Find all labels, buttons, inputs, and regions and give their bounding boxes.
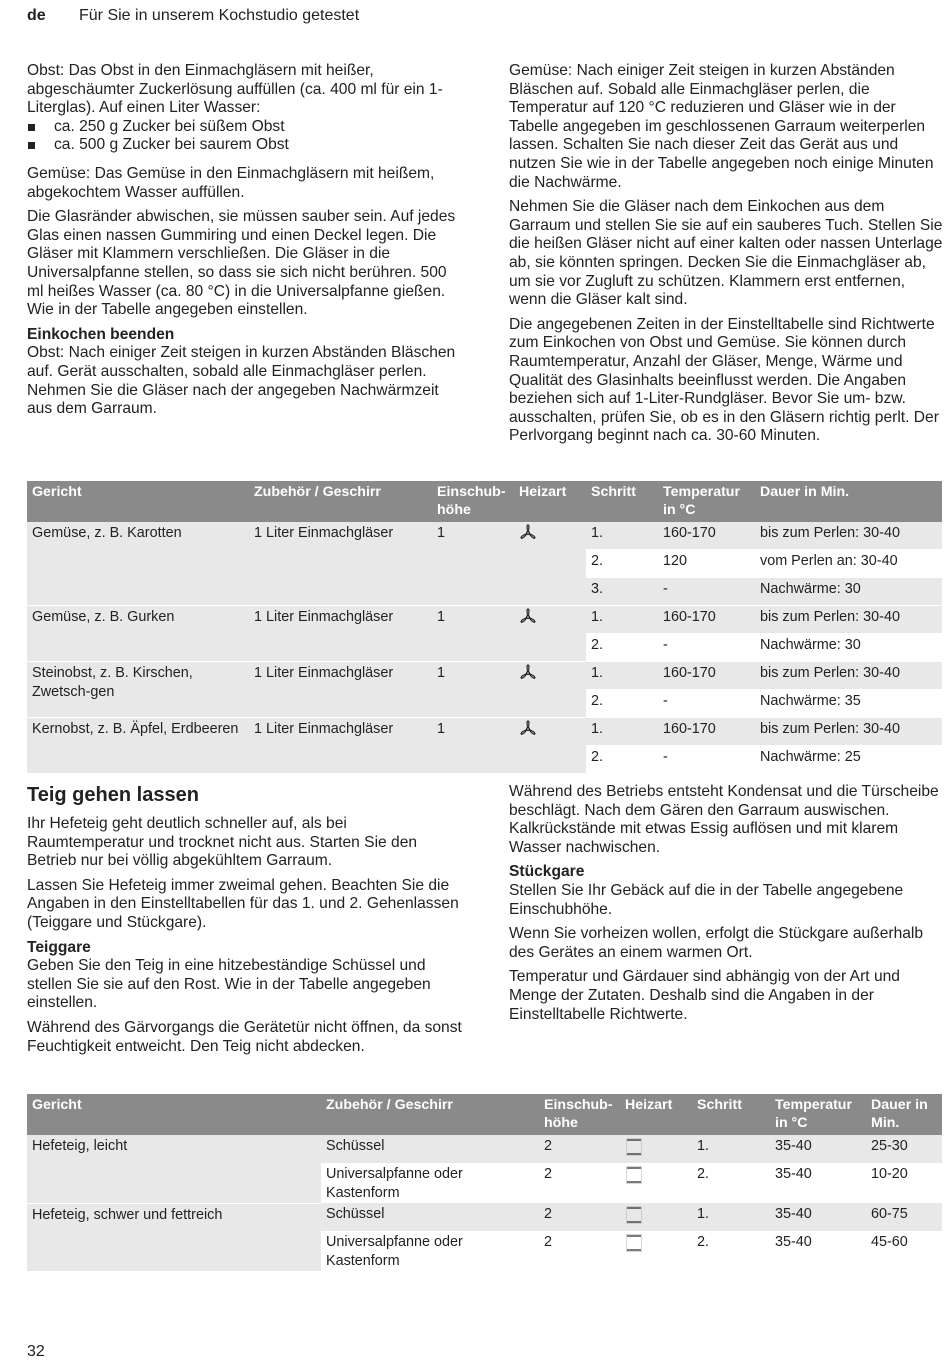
page-number: 32 bbox=[27, 1343, 45, 1360]
duration-cell: 25-30 bbox=[866, 1135, 942, 1163]
right-column-2 bbox=[509, 783, 943, 1030]
accessory-cell: Universalpfanne oder Kastenform bbox=[326, 1234, 463, 1269]
shelf-cell: 2 bbox=[544, 1234, 553, 1250]
sugar-list bbox=[27, 118, 463, 155]
heating-cell bbox=[620, 1231, 692, 1271]
duration-cell: bis zum Perlen: 30-40 bbox=[755, 662, 942, 690]
step-cell: 2. bbox=[697, 1166, 710, 1182]
step-cell: 2. bbox=[586, 550, 658, 578]
top-bottom-heat-icon bbox=[625, 1233, 643, 1259]
accessory-cell: 1 Liter Einmachgläser bbox=[249, 718, 432, 774]
column-header: Zubehör / Geschirr bbox=[321, 1094, 539, 1135]
step-cell: 2. bbox=[586, 634, 658, 662]
table-row bbox=[27, 662, 942, 690]
heating-cell bbox=[620, 1135, 692, 1163]
glas-paragraph: Die Glasränder abwischen, sie müssen sauber sein. Auf jedes Glas einen nassen Gummiring und einen Deckel legen. Die Gläser mit Klammern verschließen. Die Gläser in die Universalpfanne stellen, so dass sie sich nicht berühren. 500 ml heißes Wasser (ca. 80 °C) in die Universalpfanne gießen. Wie in der Tabelle angegeben einstellen. bbox=[27, 208, 456, 319]
duration-cell: bis zum Perlen: 30-40 bbox=[755, 606, 942, 634]
duration-cell: Nachwärme: 30 bbox=[755, 578, 942, 606]
accessory-cell: 1 Liter Einmachgläser bbox=[249, 606, 432, 662]
top-bottom-heat-icon bbox=[625, 1137, 643, 1163]
duration-cell: Nachwärme: 25 bbox=[755, 746, 942, 774]
heating-cell bbox=[514, 718, 586, 774]
table-row bbox=[27, 1135, 942, 1163]
shelf-cell: 2 bbox=[544, 1166, 553, 1182]
column-header: Schritt bbox=[586, 481, 658, 522]
step-cell: 1. bbox=[586, 522, 658, 550]
temperature-cell: - bbox=[658, 690, 755, 718]
table-row bbox=[27, 718, 942, 746]
header-title: Für Sie in unserem Kochstudio getestet bbox=[79, 7, 360, 24]
accessory-cell: 1 Liter Einmachgläser bbox=[249, 522, 432, 606]
zeiten-paragraph: Die angegebenen Zeiten in der Einstelltabelle sind Richtwerte zum Einkochen von Obst und Gemüse. Sie können durch Raumtemperatur, Anzahl der Gläser, Menge, Wärme und Qualität des Glasinhalts beeinflusst werden. Die Angaben beziehen sich auf 1-Liter-Rundgläser. Bevor Sie um- bzw. ausschalten, prüfen Sie, ob es in den Gläsern richtig perlt. Der Perlvorgang beginnt nach ca. 30-60 Minuten. bbox=[509, 315, 939, 445]
left-column-1 bbox=[27, 62, 463, 425]
shelf-cell: 1 bbox=[432, 662, 514, 718]
duration-cell: Nachwärme: 35 bbox=[755, 690, 942, 718]
obst-end-paragraph: Obst: Nach einiger Zeit steigen in kurzen Abständen Bläschen auf. Gerät ausschalten, sobald alle Einmachgläser perlen. Nehmen Sie die Gläser nach der angegeben Nachwärmzeit aus dem Garraum. bbox=[27, 344, 456, 418]
gemuese-paragraph: Gemüse: Das Gemüse in den Einmachgläsern mit heißem, abgekochtem Wasser auffüllen. bbox=[27, 164, 435, 201]
shelf-cell: 1 bbox=[432, 522, 514, 606]
top-bottom-heat-icon bbox=[625, 1165, 643, 1191]
step-cell: 3. bbox=[586, 578, 658, 606]
language-code: de bbox=[27, 7, 46, 24]
temperature-cell: - bbox=[658, 634, 755, 662]
temperature-cell: 35-40 bbox=[770, 1203, 866, 1231]
temperature-cell: - bbox=[658, 578, 755, 606]
right-column-1 bbox=[509, 62, 943, 452]
duration-cell: Nachwärme: 30 bbox=[755, 634, 942, 662]
step-cell: 1. bbox=[586, 662, 658, 690]
temperature-cell: 120 bbox=[658, 550, 755, 578]
fan-icon bbox=[519, 608, 537, 630]
hefeteig-paragraph: Ihr Hefeteig geht deutlich schneller auf, als bei Raumtemperatur und trocknet nicht aus. Starten Sie den Betrieb nur bei völlig abgekühltem Garraum. bbox=[27, 815, 418, 870]
fan-icon bbox=[519, 524, 537, 546]
table-header-row bbox=[27, 1094, 942, 1135]
shelf-cell: 1 bbox=[432, 606, 514, 662]
top-bottom-heat-icon bbox=[625, 1205, 643, 1231]
heating-cell bbox=[620, 1163, 692, 1203]
table-row bbox=[27, 522, 942, 550]
dish-cell: Kernobst, z. B. Äpfel, Erdbeeren bbox=[27, 718, 249, 774]
column-header: Heizart bbox=[514, 481, 586, 522]
shelf-cell: 2 bbox=[539, 1203, 620, 1231]
fan-icon bbox=[519, 664, 537, 686]
step-cell: 1. bbox=[692, 1135, 770, 1163]
temperature-cell: 160-170 bbox=[658, 606, 755, 634]
obst-intro: Obst: Das Obst in den Einmachgläsern mit heißer, abgeschäumter Zuckerlösung auffüllen (ca. 400 ml für ein 1-Literglas). Auf einen Liter Wasser: bbox=[27, 62, 443, 117]
schuessel-paragraph: Geben Sie den Teig in eine hitzebeständige Schüssel und stellen Sie sie auf den Rost. Wie in der Tabelle angegeben einstellen. bbox=[27, 957, 431, 1012]
step-cell: 1. bbox=[586, 606, 658, 634]
column-header: Heizart bbox=[620, 1094, 692, 1135]
step-cell: 2. bbox=[697, 1234, 710, 1250]
gemuese-end-paragraph: Gemüse: Nach einiger Zeit steigen in kurzen Abständen Bläschen auf. Sobald alle Einmachgläser perlen, die Temperatur auf 120 °C reduzieren und Gläser wie in der Tabelle angegeben im geschlossenen Garraum weiterperlen lassen. Schalten Sie nach dieser Zeit das Gerät aus und nutzen Sie wie in der Tabelle angegeben noch einige Minuten die Nachwärme. bbox=[509, 62, 934, 191]
fan-icon bbox=[519, 720, 537, 742]
temperature-cell: 160-170 bbox=[658, 718, 755, 746]
glaeser-paragraph: Nehmen Sie die Gläser nach dem Einkochen aus dem Garraum und stellen Sie sie auf ein sauberes Tuch. Stellen Sie die heißen Gläser nicht auf einer kalten oder nassen Unterlage ab, sie könnten springen. Decken Sie die Einmachgläser ab, um sie vor Zugluft zu schützen. Klammern erst entfernen, wenn die Gläser kalt sind. bbox=[509, 198, 943, 309]
column-header: Gericht bbox=[27, 1094, 321, 1135]
duration-cell: 45-60 bbox=[871, 1234, 908, 1250]
zweimal-paragraph: Lassen Sie Hefeteig immer zweimal gehen. Beachten Sie die Angaben in den Einstelltabellen für das 1. und 2. Gehenlassen (Teiggare und Stückgare). bbox=[27, 876, 459, 931]
heating-cell bbox=[620, 1203, 692, 1231]
temperature-cell: 35-40 bbox=[770, 1135, 866, 1163]
column-header: Gericht bbox=[27, 481, 249, 522]
list-item: ca. 250 g Zucker bei süßem Obst bbox=[27, 118, 463, 137]
step-cell: 2. bbox=[586, 746, 658, 774]
list-item: ca. 500 g Zucker bei saurem Obst bbox=[27, 136, 463, 155]
table-row bbox=[27, 606, 942, 634]
page-header bbox=[27, 7, 359, 25]
column-header: Einschub-höhe bbox=[432, 481, 514, 522]
accessory-cell: Universalpfanne oder Kastenform bbox=[326, 1166, 463, 1201]
column-header: Schritt bbox=[692, 1094, 770, 1135]
temperature-cell: 35-40 bbox=[775, 1234, 812, 1250]
shelf-cell: 2 bbox=[539, 1135, 620, 1163]
column-header: Temperatur in °C bbox=[770, 1094, 866, 1135]
column-header: Temperatur in °C bbox=[658, 481, 755, 522]
table-row bbox=[27, 1203, 942, 1231]
vorheizen-paragraph: Wenn Sie vorheizen wollen, erfolgt die Stückgare außerhalb des Gerätes an einem warmen Ort. bbox=[509, 925, 924, 961]
temperature-cell: 35-40 bbox=[775, 1166, 812, 1182]
table-header-row bbox=[27, 481, 942, 522]
duration-cell: bis zum Perlen: 30-40 bbox=[755, 522, 942, 550]
gaervorgang-paragraph: Während des Gärvorgangs die Gerätetür nicht öffnen, da sonst Feuchtigkeit entweicht. Den Teig nicht abdecken. bbox=[27, 1018, 462, 1055]
dish-cell: Gemüse, z. B. Karotten bbox=[27, 522, 249, 606]
accessory-cell: Schüssel bbox=[321, 1135, 539, 1163]
gebaeck-paragraph: Stellen Sie Ihr Gebäck auf die in der Tabelle angegebene Einschubhöhe. bbox=[509, 881, 904, 918]
dish-cell: Hefeteig, schwer und fettreich bbox=[27, 1203, 321, 1271]
left-column-2 bbox=[27, 783, 463, 1062]
einkochen-table bbox=[27, 481, 942, 773]
accessory-cell: Schüssel bbox=[321, 1203, 539, 1231]
stueckgare-heading: Stückgare bbox=[509, 863, 585, 881]
column-header: Zubehör / Geschirr bbox=[249, 481, 432, 522]
heating-cell bbox=[514, 662, 586, 718]
teiggare-heading: Teiggare bbox=[27, 938, 91, 956]
heating-cell bbox=[514, 522, 586, 606]
dish-cell: Hefeteig, leicht bbox=[27, 1135, 321, 1203]
step-cell: 1. bbox=[692, 1203, 770, 1231]
column-header: Einschub-höhe bbox=[539, 1094, 620, 1135]
dish-cell: Gemüse, z. B. Gurken bbox=[27, 606, 249, 662]
temperature-cell: - bbox=[658, 746, 755, 774]
temperature-cell: 160-170 bbox=[658, 662, 755, 690]
temperatur-paragraph: Temperatur und Gärdauer sind abhängig von der Art und Menge der Zutaten. Deshalb sind die Angaben in der Einstelltabelle Richtwerte. bbox=[509, 968, 900, 1023]
accessory-cell: 1 Liter Einmachgläser bbox=[249, 662, 432, 718]
duration-cell: 10-20 bbox=[871, 1166, 908, 1182]
kondensat-paragraph: Während des Betriebs entsteht Kondensat und die Türscheibe beschlägt. Nach dem Gären den Garraum auswischen. Kalkrückstände mit etwas Essig auflösen und mit klarem Wasser nachwischen. bbox=[509, 783, 939, 856]
duration-cell: bis zum Perlen: 30-40 bbox=[755, 718, 942, 746]
section-title: Teig gehen lassen bbox=[27, 784, 199, 806]
step-cell: 2. bbox=[586, 690, 658, 718]
column-header: Dauer in Min. bbox=[866, 1094, 942, 1135]
temperature-cell: 160-170 bbox=[658, 522, 755, 550]
heating-cell bbox=[514, 606, 586, 662]
section-heading: Einkochen beenden bbox=[27, 325, 175, 343]
shelf-cell: 1 bbox=[432, 718, 514, 774]
column-header: Dauer in Min. bbox=[755, 481, 942, 522]
teig-table bbox=[27, 1094, 942, 1271]
dish-cell: Steinobst, z. B. Kirschen, Zwetsch-gen bbox=[27, 662, 249, 718]
duration-cell: 60-75 bbox=[866, 1203, 942, 1231]
step-cell: 1. bbox=[586, 718, 658, 746]
duration-cell: vom Perlen an: 30-40 bbox=[755, 550, 942, 578]
